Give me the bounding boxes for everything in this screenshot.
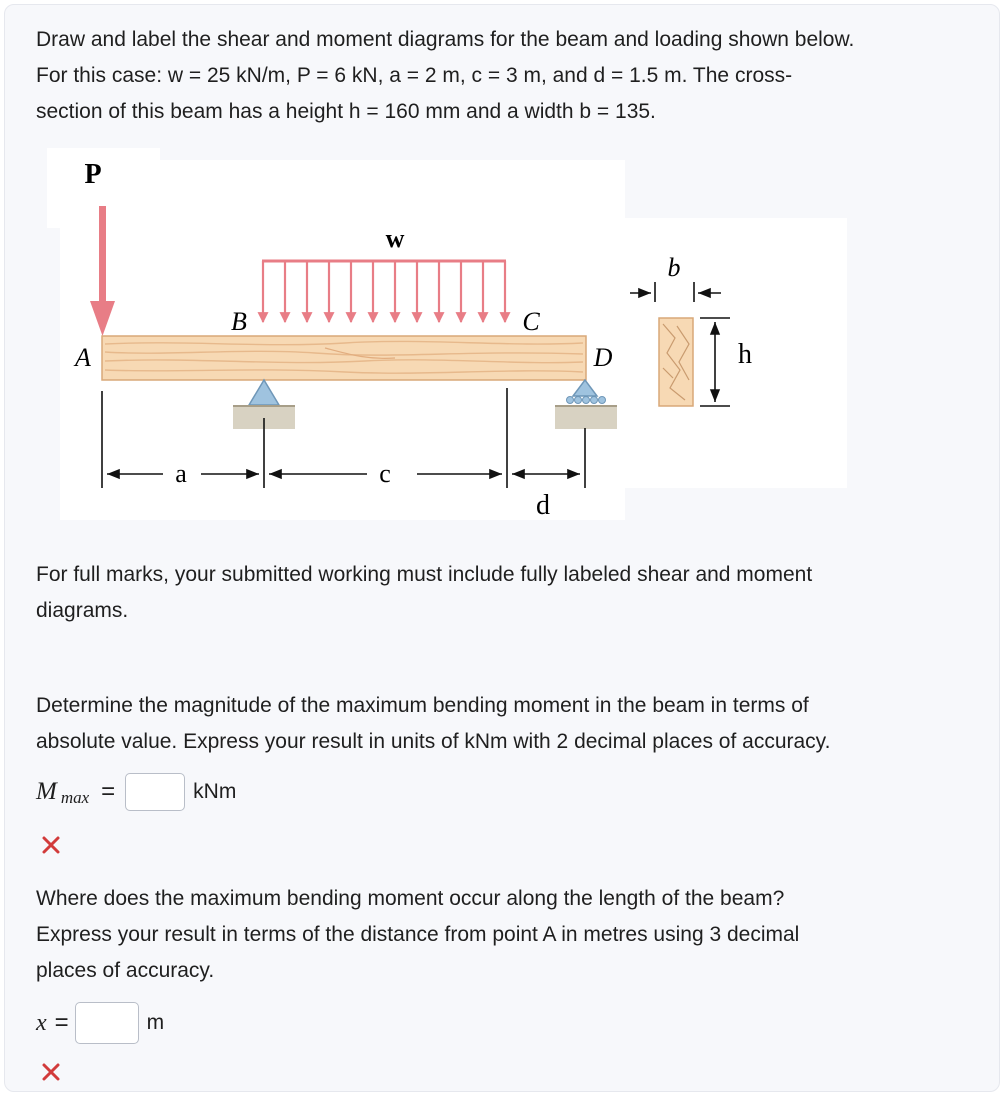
label-w: w — [385, 224, 405, 253]
marks-note-line-2: diagrams. — [36, 599, 129, 622]
mmax-equals: = — [101, 778, 116, 805]
mmax-answer-input[interactable] — [125, 773, 185, 811]
dimension-a: a — [175, 459, 187, 488]
cross-section — [659, 318, 693, 406]
label-A: A — [75, 343, 91, 372]
wooden-beam — [102, 336, 586, 380]
marks-note-line-1: For full marks, your submitted working must include fully labeled shear and moment — [36, 563, 813, 586]
question-2-line-1: Where does the maximum bending moment occur along the length of the beam? — [36, 887, 785, 910]
problem-line-2: For this case: w = 25 kN/m, P = 6 kN, a = 2 m, c = 3 m, and d = 1.5 m. The cross- — [36, 64, 793, 87]
incorrect-x-icon — [40, 834, 62, 856]
mmax-symbol: M — [36, 778, 57, 805]
x-equals: = — [54, 1009, 69, 1036]
question-1-text — [36, 688, 830, 760]
label-C: C — [522, 307, 540, 336]
problem-statement — [36, 22, 854, 130]
marks-note — [36, 557, 812, 629]
x-answer-input[interactable] — [75, 1002, 139, 1044]
cross-section-label-b: b — [667, 253, 681, 282]
question-2-text — [36, 881, 799, 989]
dimension-c: c — [379, 459, 391, 488]
question-1-line-1: Determine the magnitude of the maximum bending moment in the beam in terms of — [36, 694, 809, 717]
problem-line-1: Draw and label the shear and moment diagrams for the beam and loading shown below. — [36, 28, 855, 51]
label-D: D — [593, 343, 613, 372]
question-2-line-3: places of accuracy. — [36, 959, 215, 982]
problem-line-3: section of this beam has a height h = 160 mm and a width b = 135. — [36, 100, 656, 123]
question-2-line-2: Express your result in terms of the distance from point A in metres using 3 decimal — [36, 923, 800, 946]
question-1-line-2: absolute value. Express your result in units of kNm with 2 decimal places of accuracy. — [36, 730, 831, 753]
question-1-answer-row — [36, 773, 236, 811]
mmax-unit: kNm — [193, 780, 237, 803]
mmax-subscript: max — [60, 788, 90, 807]
beam-figure — [45, 148, 850, 523]
incorrect-x-icon — [40, 1061, 62, 1083]
question-2-answer-row — [36, 1002, 164, 1044]
label-P: P — [84, 159, 102, 190]
x-unit: m — [146, 1011, 165, 1034]
dimension-d: d — [536, 490, 550, 521]
x-symbol: x — [36, 1009, 47, 1036]
label-B: B — [231, 307, 247, 336]
cross-section-label-h: h — [738, 339, 752, 370]
